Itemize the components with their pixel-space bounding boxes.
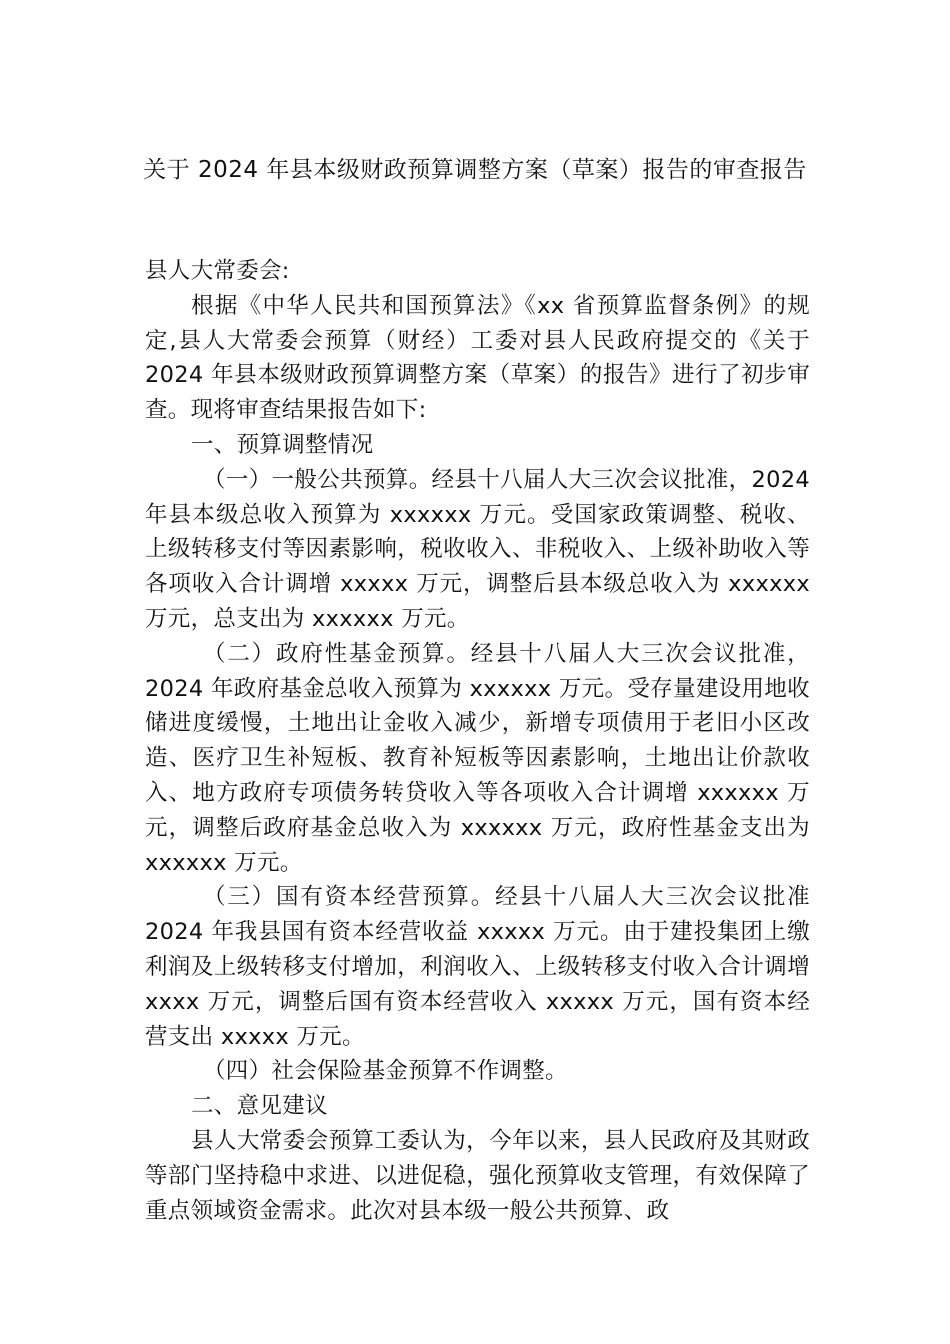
document-body xyxy=(145,254,810,1228)
paragraph-social-insurance-budget: （四）社会保险基金预算不作调整。 xyxy=(203,1058,568,1085)
section-heading-budget-adjustment: 一、预算调整情况 xyxy=(191,431,374,458)
paragraph-state-capital-budget: （三）国有资本经营预算。经县十八届人大三次会议批准 2024 年我县国有资本经营收益 xxxxx 万元。由于建投集团上缴利润及上级转移支付增加，利润收入、上级转移支付收入合计调增 xxxx 万元，调整后国有资本经营收入 xxxxx 万元，国有资本经营支出 xxxxx 万元。 xyxy=(145,884,810,1050)
paragraph-intro: 根据《中华人民共和国预算法》《xx 省预算监督条例》的规定,县人大常委会预算（财经）工委对县人民政府提交的《关于 2024 年县本级财政预算调整方案（草案）的报告》进行了初步审查。现将审查结果报告如下: xyxy=(145,292,810,424)
document-title: 关于 2024 年县本级财政预算调整方案（草案）报告的审查报告 xyxy=(143,157,807,183)
section-heading-suggestions: 二、意见建议 xyxy=(191,1093,328,1120)
paragraph-general-public-budget: （一）一般公共预算。经县十八届人大三次会议批准，2024 年县本级总收入预算为 xxxxxx 万元。受国家政策调整、税收、上级转移支付等因素影响，税收收入、非税收入、上级补助收入等各项收入合计调增 xxxxx 万元，调整后县本级总收入为 xxxxxx 万元，总支出为 xxxxxx 万元。 xyxy=(145,466,810,632)
paragraph-government-fund-budget: （二）政府性基金预算。经县十八届人大三次会议批准，2024 年政府基金总收入预算为 xxxxxx 万元。受存量建设用地收储进度缓慢，土地出让金收入减少，新增专项债用于老旧小区改造、医疗卫生补短板、教育补短板等因素影响，土地出让价款收入、地方政府专项债务转贷收入等各项收入合计调增 xxxxxx 万元，调整后政府基金总收入为 xxxxxx 万元，政府性基金支出为 xxxxxx 万元。 xyxy=(145,640,810,876)
paragraph-suggestions: 县人大常委会预算工委认为，今年以来，县人民政府及其财政等部门坚持稳中求进、以进促稳，强化预算收支管理，有效保障了重点领域资金需求。此次对县本级一般公共预算、政 xyxy=(145,1127,810,1224)
salutation: 县人大常委会: xyxy=(145,258,290,284)
